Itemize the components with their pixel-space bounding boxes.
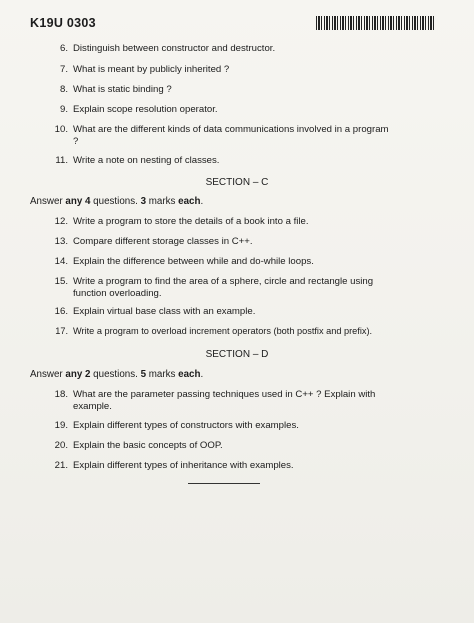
question-number: 20.	[54, 440, 68, 451]
question-item	[50, 256, 410, 268]
question-text: Explain different types of constructors with examples.	[73, 420, 299, 431]
section-d-title: SECTION – D	[205, 349, 269, 360]
question-item	[50, 64, 410, 76]
question-item	[50, 104, 410, 116]
question-text: Write a program to store the details of a book into a file.	[73, 216, 309, 227]
question-item	[50, 84, 410, 96]
question-text: What are the different kinds of data communications involved in a program ?	[73, 124, 389, 147]
end-of-paper-line	[188, 483, 260, 484]
section-d-instructions: Answer any 2 questions. 5 marks each.	[30, 369, 204, 380]
question-item	[50, 326, 430, 338]
question-text: What are the parameter passing techniques used in C++ ? Explain with example.	[73, 389, 376, 412]
question-text: Explain the basic concepts of OOP.	[73, 440, 223, 451]
question-number: 15.	[54, 276, 68, 287]
question-number: 10.	[54, 124, 68, 135]
question-number: 11.	[55, 155, 68, 166]
question-text: What is meant by publicly inherited ?	[73, 64, 230, 75]
question-item	[50, 236, 410, 248]
question-number: 18.	[54, 389, 68, 400]
question-text: Explain the difference between while and do-while loops.	[73, 256, 314, 267]
question-text: Compare different storage classes in C++.	[73, 236, 253, 247]
question-text: Write a program to find the area of a sphere, circle and rectangle using function overloading.	[73, 276, 374, 299]
question-number: 16.	[54, 306, 68, 317]
question-number: 17.	[55, 326, 68, 336]
question-number: 19.	[54, 420, 68, 431]
question-item	[50, 43, 410, 55]
question-text: Write a program to overload increment operators (both postfix and prefix).	[73, 326, 373, 336]
question-text: Explain scope resolution operator.	[73, 104, 218, 115]
question-item	[50, 276, 390, 299]
question-number: 13.	[54, 236, 68, 247]
question-text: Write a note on nesting of classes.	[73, 155, 220, 166]
question-number: 6.	[59, 43, 68, 54]
question-item	[50, 124, 390, 147]
question-number: 12.	[54, 216, 68, 227]
question-number: 14.	[54, 256, 68, 267]
paper-code: K19U 0303	[30, 16, 96, 30]
question-item	[50, 460, 410, 472]
question-item	[50, 216, 410, 228]
question-text: Explain different types of inheritance with examples.	[73, 460, 294, 471]
section-c-title: SECTION – C	[205, 177, 269, 188]
question-text: Distinguish between constructor and destructor.	[73, 43, 276, 54]
question-item	[50, 389, 390, 412]
question-item	[50, 420, 410, 432]
question-number: 8.	[59, 84, 68, 95]
section-c-instructions: Answer any 4 questions. 3 marks each.	[30, 196, 204, 207]
question-number: 7.	[59, 64, 68, 75]
question-number: 21.	[54, 460, 68, 471]
question-text: What is static binding ?	[73, 84, 172, 95]
question-item	[50, 306, 410, 318]
question-number: 9.	[59, 104, 68, 115]
question-text: Explain virtual base class with an example.	[73, 306, 256, 317]
question-item	[50, 155, 410, 167]
question-item	[50, 440, 410, 452]
barcode-image	[316, 16, 434, 30]
